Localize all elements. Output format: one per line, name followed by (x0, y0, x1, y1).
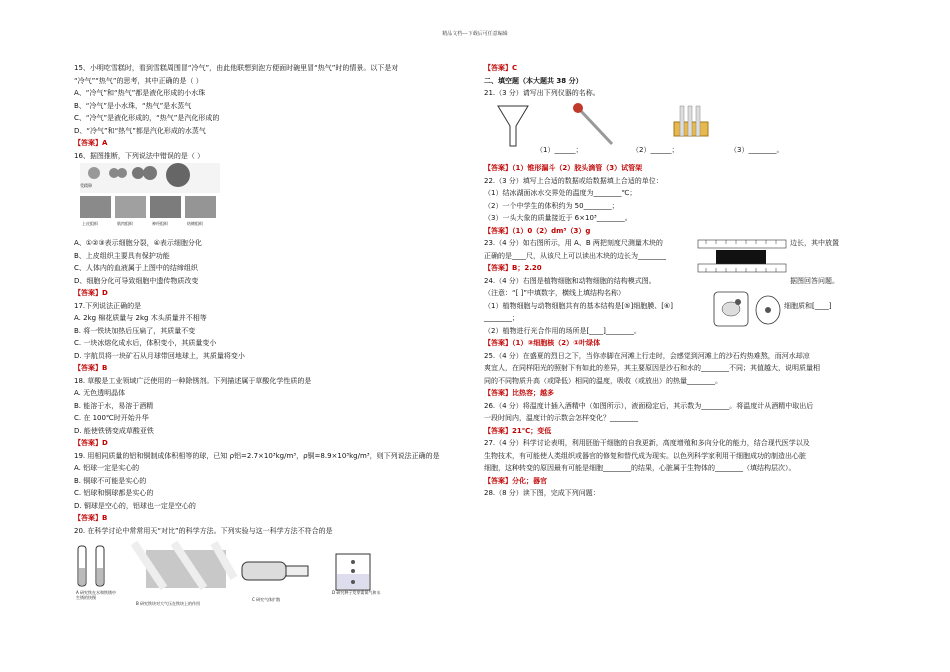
q26-answer: 【答案】21℃；变低 (484, 427, 552, 435)
q15-stem-line1: 15、小明吃雪糕时，看到雪糕周围冒“冷气”，由此他联想到泡方便面时碗里冒“热气”时的情景。以下是对 (74, 64, 399, 72)
q19-option-a: A. 铝球一定是实心的 (74, 464, 140, 472)
q20-caption-d: D 研究种子发芽需氧气和水 (332, 590, 381, 595)
q24-line-5: （2）植物进行光合作用的场所是[____]________。 (484, 327, 641, 335)
q17-answer: 【答案】B (74, 364, 108, 372)
zygote-label: 受精卵 (80, 183, 92, 188)
q19-stem: 19. 用相同质量的铝和铜制成体积相等的球，已知 ρ铝=2.7×10³kg/m³，ρ铜=8.9×10³kg/m³，则下列说法正确的是 (74, 452, 440, 460)
funnel-icon (498, 106, 528, 146)
q22-stem: 22.（3 分）填写上合适的数据或给数据填上合适的单位： (484, 177, 663, 185)
q21-blank-3: （3）________。 (730, 146, 784, 154)
q17-option-d: D. 宇航员将一块矿石从月球带回地球上，其质量将变小 (74, 352, 245, 360)
q15-stem-line2: “冷气”“热气”的思考，其中正确的是（ ） (74, 77, 203, 85)
wood-block (716, 250, 766, 264)
zygote-cell (88, 167, 100, 179)
q16-option-a: A、①②③表示细胞分裂，④表示细胞分化 (74, 239, 202, 247)
caption-connective: 结缔组织 (187, 221, 203, 226)
q15-answer: 【答案】A (74, 139, 108, 147)
q22-answer: 【答案】（1）0（2）dm³（3）g (484, 227, 591, 235)
q27-line-2: 生物技术，有可能使人类组织或器官的修复和替代成为现实。以色列科学家利用干细胞成功的制造出心脏 (484, 452, 806, 460)
dropper-icon (573, 103, 612, 144)
q27-answer: 【答案】分化；器官 (484, 477, 547, 485)
q19-answer: 【答案】B (74, 514, 108, 522)
q15-option-a: A、“冷气”和“热气”都是液化形成的小水珠 (74, 89, 206, 97)
q24-line-1: 24.（4 分）右图是植物细胞和动物细胞的结构模式图。 (484, 277, 656, 285)
q18-option-a: A. 无色透明晶体 (74, 389, 126, 397)
q15-option-c: C、“冷气”是液化形成的，“热气”是汽化形成的 (74, 114, 220, 122)
q20-stem: 20. 在科学讨论中常常用天“对比”的科学方法。下列实验与这一科学方法不符合的是 (74, 527, 333, 535)
q24-line-1-tail: 据图回答问题。 (790, 277, 839, 285)
q17-option-b: B. 将一铁块加热后压扁了，其质量不变 (74, 327, 196, 335)
q16-option-b: B、上皮组织主要具有保护功能 (74, 252, 170, 260)
q21-blank-1: （1）______； (536, 146, 583, 154)
q19-option-c: C. 铝球和铜球都是实心的 (74, 489, 154, 497)
q17-stem: 17.下列说法正确的是 (74, 302, 142, 310)
nerve-tissue-image (150, 196, 181, 218)
q27-line-1: 27.（4 分）科学讨论表明，利用胚胎干细胞的自我更新，高度增殖和多向分化的能力，结合现代医学以及 (484, 439, 810, 447)
test-tube-rack-icon (674, 106, 708, 136)
page-header: 精品文档---下载后可任意编辑 (442, 31, 508, 37)
q15-option-b: B、“冷气”是小水珠，“热气”是水蒸气 (74, 102, 192, 110)
ruler-figure (696, 238, 788, 276)
ruler-a (698, 240, 786, 248)
ruler-b (698, 264, 786, 272)
connective-tissue-image (185, 196, 216, 218)
q19-option-b: B. 铜球不可能是实心的 (74, 477, 147, 485)
q23-line-2: 正确的是____尺，从该尺上可以读出木块的边长为________ (484, 252, 666, 260)
q20-caption-a: A 研究铁在水和铁锈中生锈的快慢 (76, 590, 117, 600)
q16-option-d: D、细胞分化可导致细胞中遗传物质改变 (74, 277, 199, 285)
q25-line-1: 25.（4 分）在盛夏的烈日之下，当你赤脚在河滩上行走时，会感觉到河滩上的沙石灼热难熬，而河水却凉 (484, 352, 810, 360)
q16-stem: 16、据图推断，下列说法中错误的是（ ） (74, 152, 205, 160)
q23-answer: 【答案】B；2.20 (484, 264, 542, 272)
q25-line-3: 同的不同物质升高（或降低）相同的温度，吸收（或放出）的热量________。 (484, 377, 722, 385)
q24-line-4: ________； (484, 314, 519, 322)
q21-blank-2: （2）______； (632, 146, 679, 154)
q20-caption-b: B 研究铁块对大气压在铁块上的作用 (136, 601, 201, 606)
q23-line-1-tail: 边长，其中放置 (790, 239, 839, 247)
section-fill-in-title: 二、填空题（本大题共 38 分） (484, 77, 583, 85)
q16-answer: 【答案】D (74, 289, 108, 297)
q20-experiment-figures (74, 538, 414, 610)
q28-stem: 28.（8 分）读下图，完成下列问题： (484, 489, 600, 497)
q18-option-b: B. 能溶于水，易溶于酒精 (74, 402, 154, 410)
q19-option-d: D. 铜球是空心的，铝球也一定是空心的 (74, 502, 196, 510)
q22-line-1: （1）结冰湖面冰水交界处的温度为________℃； (484, 189, 637, 197)
q25-answer: 【答案】比热容；越多 (484, 389, 554, 397)
q20-caption-c: C 研究气体扩散 (252, 597, 281, 602)
q16-option-c: C、人体内的血液属于上图中的结缔组织 (74, 264, 198, 272)
caption-epithelial: 上皮组织 (82, 221, 98, 226)
q20-answer: 【答案】C (484, 64, 518, 72)
q26-line-1: 26.（4 分）将温度计插入酒精中（如图所示），液面稳定后，其示数为________。将温度计从酒精中取出后 (484, 402, 814, 410)
q23-line-1: 23.（4 分）如右图所示，用 A、B 两把刻度尺测量木块的 (484, 239, 663, 247)
q18-option-c: C. 在 100℃时开始升华 (74, 414, 149, 422)
q27-line-3: 细胞，这种转变的原因最有可能是细胞________的结果，心脏属于生物体的________（填结构层次）。 (484, 464, 796, 472)
gas-diffusion-tube (242, 562, 286, 580)
q22-line-2: （2）一个中学生的体积约为 50________； (484, 202, 619, 210)
q24-line-3: （1）植物细胞与动物细胞共有的基本结构是[⑤]细胞膜、[⑥] (484, 302, 673, 310)
q18-answer: 【答案】D (74, 439, 108, 447)
q21-instruments-figure (494, 100, 714, 152)
q17-option-c: C. 一块冰熔化成水后，体积变小，其质量变小 (74, 339, 217, 347)
q21-answer: 【答案】（1）锥形漏斗（2）胶头滴管（3）试管架 (484, 164, 643, 172)
q24-answer: 【答案】（1）③细胞核（2）①叶绿体 (484, 339, 601, 347)
muscle-tissue-image (115, 196, 146, 218)
q25-line-2: 爽宜人，在同样阳光的照射下有如此的差异，其主要原因是沙石和水的________不同；其值越大，说明质量相 (484, 364, 820, 372)
q17-option-a: A. 2kg 棉花质量与 2kg 木头质量并不相等 (74, 314, 207, 322)
q24-line-3-tail: 细胞质和[____] (784, 302, 832, 310)
q18-option-d: D. 能使铁锈变成草酸亚铁 (74, 427, 154, 435)
plant-animal-cell-figure (712, 284, 782, 334)
q22-line-3: （3）一头大象的质量接近于 6×10³________。 (484, 214, 632, 222)
q21-stem: 21.（3 分）请写出下列仪器的名称。 (484, 89, 600, 97)
caption-muscle: 肌肉组织 (117, 221, 133, 226)
epithelial-tissue-image (80, 196, 111, 218)
caption-nerve: 神经组织 (152, 221, 168, 226)
q26-line-2: 一段时间内，温度计的示数会怎样变化？________ (484, 414, 638, 422)
q15-option-d: D、“冷气”和“热气”都是汽化形成的水蒸气 (74, 127, 206, 135)
q18-stem: 18. 草酸是工业领域广泛使用的一种除锈剂。下列描述属于草酸化学性质的是 (74, 377, 312, 385)
q24-line-2: （注意：“[ ]”中填数字，横线上填结构名称） (484, 289, 625, 297)
